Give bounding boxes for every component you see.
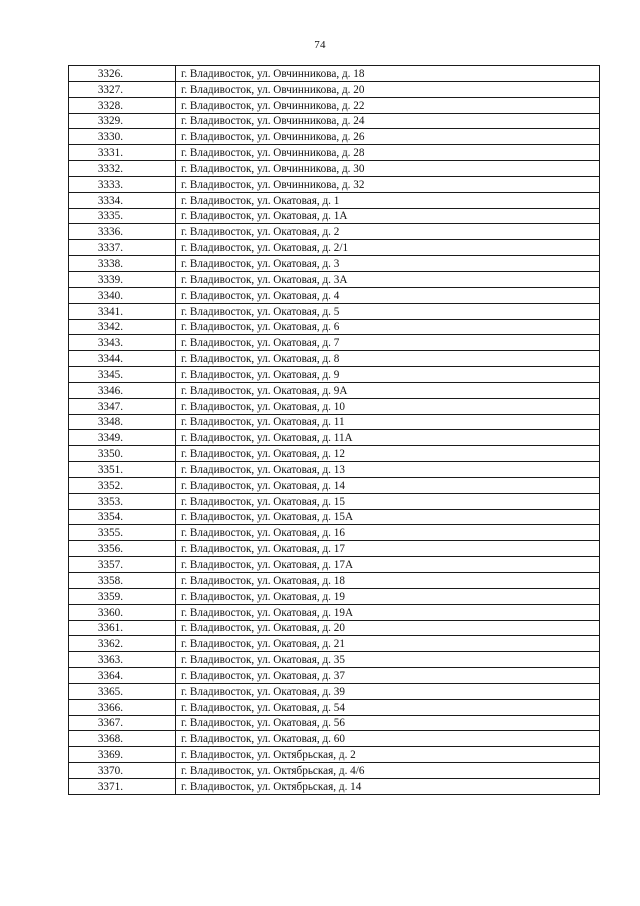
address-table xyxy=(68,65,600,795)
table-row xyxy=(69,731,600,747)
row-number-cell: 3365. xyxy=(69,683,176,699)
table-row xyxy=(69,573,600,589)
address-cell: г. Владивосток, ул. Окатовая, д. 17 xyxy=(176,541,600,557)
table-row xyxy=(69,446,600,462)
table-row xyxy=(69,240,600,256)
table-row xyxy=(69,747,600,763)
address-table-body xyxy=(69,66,600,795)
row-number-cell: 3344. xyxy=(69,351,176,367)
address-cell: г. Владивосток, ул. Окатовая, д. 2/1 xyxy=(176,240,600,256)
row-number-cell: 3358. xyxy=(69,573,176,589)
address-cell: г. Владивосток, ул. Овчинникова, д. 18 xyxy=(176,66,600,82)
address-cell: г. Владивосток, ул. Окатовая, д. 13 xyxy=(176,462,600,478)
address-cell: г. Владивосток, ул. Овчинникова, д. 28 xyxy=(176,145,600,161)
row-number-cell: 3351. xyxy=(69,462,176,478)
row-number-cell: 3369. xyxy=(69,747,176,763)
address-cell: г. Владивосток, ул. Окатовая, д. 15А xyxy=(176,509,600,525)
address-cell: г. Владивосток, ул. Овчинникова, д. 30 xyxy=(176,161,600,177)
address-cell: г. Владивосток, ул. Окатовая, д. 7 xyxy=(176,335,600,351)
table-row xyxy=(69,382,600,398)
table-row xyxy=(69,287,600,303)
address-cell: г. Владивосток, ул. Окатовая, д. 12 xyxy=(176,446,600,462)
address-cell: г. Владивосток, ул. Окатовая, д. 20 xyxy=(176,620,600,636)
address-cell: г. Владивосток, ул. Окатовая, д. 3 xyxy=(176,256,600,272)
address-cell: г. Владивосток, ул. Окатовая, д. 56 xyxy=(176,715,600,731)
table-row xyxy=(69,652,600,668)
address-cell: г. Владивосток, ул. Октябрьская, д. 14 xyxy=(176,778,600,794)
address-cell: г. Владивосток, ул. Окатовая, д. 19А xyxy=(176,604,600,620)
row-number-cell: 3328. xyxy=(69,97,176,113)
address-cell: г. Владивосток, ул. Окатовая, д. 11 xyxy=(176,414,600,430)
address-cell: г. Владивосток, ул. Окатовая, д. 2 xyxy=(176,224,600,240)
address-cell: г. Владивосток, ул. Окатовая, д. 5 xyxy=(176,303,600,319)
table-row xyxy=(69,398,600,414)
row-number-cell: 3347. xyxy=(69,398,176,414)
row-number-cell: 3350. xyxy=(69,446,176,462)
row-number-cell: 3332. xyxy=(69,161,176,177)
row-number-cell: 3355. xyxy=(69,525,176,541)
row-number-cell: 3343. xyxy=(69,335,176,351)
row-number-cell: 3371. xyxy=(69,778,176,794)
row-number-cell: 3340. xyxy=(69,287,176,303)
table-row xyxy=(69,557,600,573)
address-cell: г. Владивосток, ул. Окатовая, д. 54 xyxy=(176,699,600,715)
row-number-cell: 3360. xyxy=(69,604,176,620)
address-cell: г. Владивосток, ул. Окатовая, д. 18 xyxy=(176,573,600,589)
table-row xyxy=(69,414,600,430)
row-number-cell: 3367. xyxy=(69,715,176,731)
table-row xyxy=(69,271,600,287)
table-row xyxy=(69,715,600,731)
address-cell: г. Владивосток, ул. Окатовая, д. 1А xyxy=(176,208,600,224)
row-number-cell: 3333. xyxy=(69,176,176,192)
table-row xyxy=(69,66,600,82)
address-cell: г. Владивосток, ул. Овчинникова, д. 24 xyxy=(176,113,600,129)
row-number-cell: 3361. xyxy=(69,620,176,636)
table-row xyxy=(69,620,600,636)
row-number-cell: 3346. xyxy=(69,382,176,398)
address-cell: г. Владивосток, ул. Окатовая, д. 16 xyxy=(176,525,600,541)
address-cell: г. Владивосток, ул. Октябрьская, д. 2 xyxy=(176,747,600,763)
row-number-cell: 3335. xyxy=(69,208,176,224)
address-cell: г. Владивосток, ул. Окатовая, д. 4 xyxy=(176,287,600,303)
table-row xyxy=(69,161,600,177)
address-cell: г. Владивосток, ул. Окатовая, д. 14 xyxy=(176,477,600,493)
row-number-cell: 3364. xyxy=(69,668,176,684)
table-row xyxy=(69,699,600,715)
row-number-cell: 3331. xyxy=(69,145,176,161)
table-row xyxy=(69,319,600,335)
table-row xyxy=(69,335,600,351)
row-number-cell: 3337. xyxy=(69,240,176,256)
row-number-cell: 3338. xyxy=(69,256,176,272)
address-cell: г. Владивосток, ул. Окатовая, д. 10 xyxy=(176,398,600,414)
table-row xyxy=(69,303,600,319)
table-row xyxy=(69,668,600,684)
table-row xyxy=(69,81,600,97)
address-cell: г. Владивосток, ул. Овчинникова, д. 26 xyxy=(176,129,600,145)
table-row xyxy=(69,604,600,620)
table-row xyxy=(69,763,600,779)
row-number-cell: 3334. xyxy=(69,192,176,208)
table-row xyxy=(69,541,600,557)
address-cell: г. Владивосток, ул. Окатовая, д. 39 xyxy=(176,683,600,699)
address-cell: г. Владивосток, ул. Окатовая, д. 21 xyxy=(176,636,600,652)
address-cell: г. Владивосток, ул. Окатовая, д. 19 xyxy=(176,588,600,604)
address-cell: г. Владивосток, ул. Окатовая, д. 9 xyxy=(176,367,600,383)
table-row xyxy=(69,176,600,192)
address-cell: г. Владивосток, ул. Окатовая, д. 6 xyxy=(176,319,600,335)
table-row xyxy=(69,113,600,129)
table-row xyxy=(69,462,600,478)
table-row xyxy=(69,97,600,113)
address-cell: г. Владивосток, ул. Окатовая, д. 8 xyxy=(176,351,600,367)
table-row xyxy=(69,683,600,699)
row-number-cell: 3362. xyxy=(69,636,176,652)
table-row xyxy=(69,509,600,525)
address-cell: г. Владивосток, ул. Октябрьская, д. 4/6 xyxy=(176,763,600,779)
table-row xyxy=(69,430,600,446)
row-number-cell: 3370. xyxy=(69,763,176,779)
address-cell: г. Владивосток, ул. Овчинникова, д. 32 xyxy=(176,176,600,192)
table-row xyxy=(69,636,600,652)
page-number: 74 xyxy=(314,39,326,51)
row-number-cell: 3359. xyxy=(69,588,176,604)
row-number-cell: 3363. xyxy=(69,652,176,668)
address-cell: г. Владивосток, ул. Овчинникова, д. 20 xyxy=(176,81,600,97)
address-cell: г. Владивосток, ул. Окатовая, д. 3А xyxy=(176,271,600,287)
address-cell: г. Владивосток, ул. Окатовая, д. 1 xyxy=(176,192,600,208)
row-number-cell: 3348. xyxy=(69,414,176,430)
row-number-cell: 3330. xyxy=(69,129,176,145)
row-number-cell: 3366. xyxy=(69,699,176,715)
table-row xyxy=(69,256,600,272)
row-number-cell: 3339. xyxy=(69,271,176,287)
row-number-cell: 3327. xyxy=(69,81,176,97)
table-row xyxy=(69,145,600,161)
row-number-cell: 3345. xyxy=(69,367,176,383)
table-row xyxy=(69,493,600,509)
row-number-cell: 3329. xyxy=(69,113,176,129)
row-number-cell: 3357. xyxy=(69,557,176,573)
row-number-cell: 3353. xyxy=(69,493,176,509)
table-row xyxy=(69,367,600,383)
address-cell: г. Владивосток, ул. Окатовая, д. 17А xyxy=(176,557,600,573)
address-cell: г. Владивосток, ул. Окатовая, д. 11А xyxy=(176,430,600,446)
table-row xyxy=(69,525,600,541)
table-row xyxy=(69,588,600,604)
row-number-cell: 3326. xyxy=(69,66,176,82)
row-number-cell: 3342. xyxy=(69,319,176,335)
row-number-cell: 3356. xyxy=(69,541,176,557)
address-cell: г. Владивосток, ул. Окатовая, д. 37 xyxy=(176,668,600,684)
row-number-cell: 3336. xyxy=(69,224,176,240)
row-number-cell: 3354. xyxy=(69,509,176,525)
row-number-cell: 3352. xyxy=(69,477,176,493)
address-cell: г. Владивосток, ул. Овчинникова, д. 22 xyxy=(176,97,600,113)
row-number-cell: 3368. xyxy=(69,731,176,747)
row-number-cell: 3349. xyxy=(69,430,176,446)
address-cell: г. Владивосток, ул. Окатовая, д. 35 xyxy=(176,652,600,668)
address-cell: г. Владивосток, ул. Окатовая, д. 60 xyxy=(176,731,600,747)
table-row xyxy=(69,224,600,240)
table-row xyxy=(69,129,600,145)
table-row xyxy=(69,208,600,224)
table-row xyxy=(69,351,600,367)
table-row xyxy=(69,778,600,794)
address-cell: г. Владивосток, ул. Окатовая, д. 15 xyxy=(176,493,600,509)
table-row xyxy=(69,477,600,493)
table-row xyxy=(69,192,600,208)
row-number-cell: 3341. xyxy=(69,303,176,319)
address-cell: г. Владивосток, ул. Окатовая, д. 9А xyxy=(176,382,600,398)
